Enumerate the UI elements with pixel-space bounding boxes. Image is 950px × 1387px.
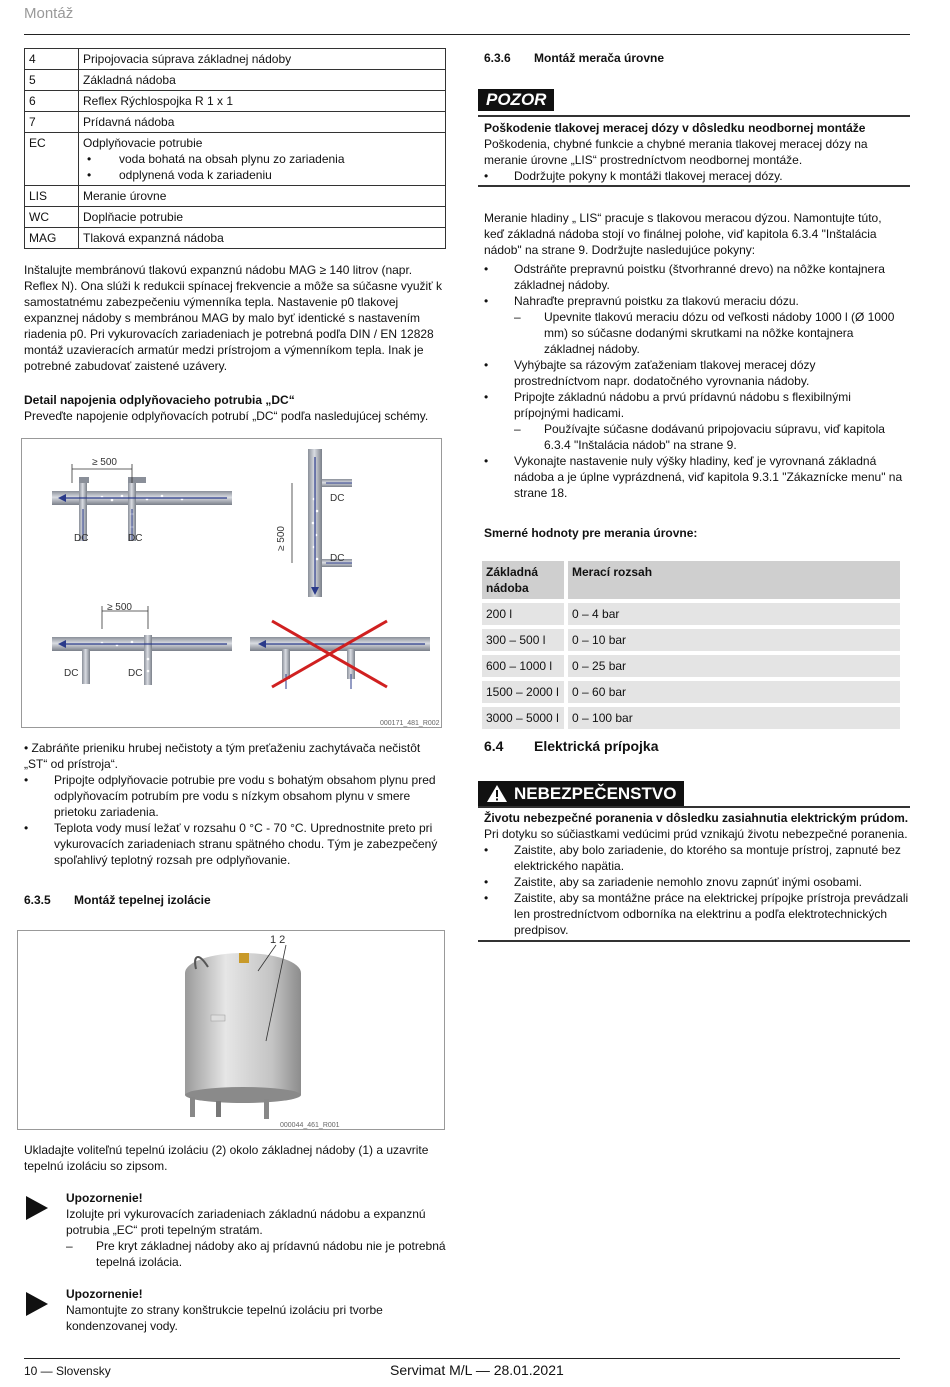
table-cell: 200 l [482,603,568,625]
table-cell: 0 – 100 bar [568,707,900,729]
pozor-badge: POZOR [478,89,554,111]
bullet-mark: • [484,169,489,183]
dc-connection-figure [21,438,442,728]
legend-value [79,133,446,186]
warning-heading: Poškodenie tlakovej meracej dózy v dôsledku neodbornej montáže [484,121,866,135]
table-row [482,655,900,677]
list-item [24,740,444,772]
lis-intro: Meranie hladiny „ LIS“ pracuje s tlakovou meracou dýzou. Namontujte túto, keď základná nádoba stojí vo finálnej polohe, viď kapitola 6.3.4 "Inštalácia nádob" na strane 9. Dodržujte nasledujúce pokyny: [484,211,882,257]
page-header-title: Montáž [24,5,74,22]
dc-bullet-list [24,740,444,868]
section-6-3-6-heading [484,50,664,66]
table-header-row [482,561,900,599]
footer-rule [24,1358,900,1359]
bullet-mark: • [484,358,489,372]
mag-intro-paragraph: Inštalujte membránovú tlakovú expanznú nádobu MAG ≥ 140 litrov (napr. Reflex N). Ona slúži k redukcii spínacej frekvencie a môže sa súčasne využiť k samostatnému zabezpečeniu výmenníka tepla. Nastavenie p0 tlakovej expanznej nádoby s membránou MAG by malo byť identické s nastavením riadenia p0. Pri vykurovacích zariadeniach je potrebná podľa DIN / EN 12828 montáž uzavieracích armatúr medzi prístrojom a výmenníkom tepla. Inak je potrebné zabudovať zaistené uzávery. [24,263,443,373]
bullet-mark: • [484,454,489,468]
dash-mark: – [514,310,521,324]
list-item [24,772,444,820]
bullet-text: Teplota vody musí ležať v rozsahu 0 °C - 70 °C. Uprednostnite preto pri vykurovacích zariadeniach stranu spätného chodu. Tým je zabezpečený spoľahlivý teplotný rozsah pre odplyňovanie. [54,821,438,867]
list-item [484,261,904,293]
dash-mark: – [514,422,521,436]
list-item [484,389,904,421]
danger-block [484,810,910,938]
table-row [482,603,900,625]
legend-key: 5 [25,70,79,91]
note-block [66,1190,446,1270]
note-block [66,1286,446,1334]
figure-code: 000171_481_R002 [380,720,440,727]
bullet-text: Zaistite, aby sa montážne práce na elektrickej prípojke prístroja prevádzali len prostredníctvom odborníka na elektrinu a podľa elektrotechnických predpisov. [514,891,909,937]
bullet-text: Dodržujte pokyny k montáži tlakovej meracej dózy. [514,169,783,183]
footer-page: 10 — Slovensky [24,1364,111,1378]
scheme-bottom-right-wrong [250,621,430,689]
column-header: Základná nádoba [482,561,568,599]
subitem-text: Používajte súčasne dodávanú pripojovaciu súpravu, viď kapitola 6.3.4 "Inštalácia nádob" na strane 9. [544,422,885,452]
dc-label: DC [128,533,143,544]
scheme-bottom-left [52,602,232,685]
bullet-mark: • [484,294,489,308]
danger-heading: Životu nebezpečné poranenia v dôsledku zasiahnutia elektrickým prúdom. [484,811,909,825]
scheme-top-right [276,449,352,597]
section-number: 6.3.6 [484,51,511,65]
table-cell: 1500 – 2000 l [482,681,568,703]
bullet-mark: • [24,741,29,755]
table-row [482,681,900,703]
table-row [25,49,446,70]
danger-bottom-rule [478,940,910,942]
table-row [482,629,900,651]
list-subitem [484,421,904,453]
list-item [484,874,910,890]
warning-top-rule [478,115,910,117]
insulation-text: Ukladajte voliteľnú tepelnú izoláciu (2) okolo základnej nádoby (1) a uzavrite tepelnú izoláciu so zipsom. [24,1143,429,1173]
bullet-text: Vykonajte nastavenie nuly výšky hladiny, keď je vyrovnaná základná nádoba a je úplne vyprázdnená, viď kapitola 9.3.1 "Zákaznícke menu" na strane 18. [514,454,903,500]
legend-key: WC [25,207,79,228]
bullet-mark: • [484,262,489,276]
table-row [25,186,446,207]
column-header: Merací rozsah [568,561,900,599]
table-heading: Smerné hodnoty pre merania úrovne: [484,526,698,540]
bullet-text: Zaistite, aby bolo zariadenie, do ktorého sa montuje prístroj, zapnuté bez elektrického napätia. [514,843,901,873]
legend-value: Tlaková expanzná nádoba [79,228,446,249]
dim-label: ≥ 500 [107,602,132,613]
table-cell: 300 – 500 l [482,629,568,651]
legend-value: Meranie úrovne [79,186,446,207]
legend-subitem-text: voda bohatá na obsah plynu zo zariadenia [119,152,345,166]
list-item [24,820,444,868]
legend-subitem: • odplynená voda k zariadeniu [87,168,272,182]
section-number: 6.4 [484,738,504,754]
legend-table [24,48,446,249]
legend-value-main: Odplyňovacie potrubie [83,136,203,150]
legend-value: Prídavná nádoba [79,112,446,133]
dim-label: ≥ 500 [276,526,287,551]
table-cell: 0 – 60 bar [568,681,900,703]
lis-instruction-list [484,261,904,501]
note-text: Izolujte pri vykurovacích zariadeniach základnú nádobu a expanznú potrubia „EC“ proti tepelným stratám. [66,1207,426,1237]
section-6-3-5-heading [24,892,211,908]
bullet-text: Odstráňte prepravnú poistku (štvorhranné drevo) na nôžke kontajnera základnej nádoby. [514,262,885,292]
dc-label: DC [64,668,79,679]
warning-text: Poškodenia, chybné funkcie a chybné merania tlakovej meracej dózy na meranie úrovne „LIS“ prostredníctvom neodbornej montáže. [484,137,868,167]
note-title: Upozornenie! [66,1191,143,1205]
legend-key: LIS [25,186,79,207]
list-item [484,453,904,501]
bullet-text: Pripojte odplyňovacie potrubie pre vodu s bohatým obsahom plynu pred odplyňovacím potrubím pre vodu s nízkym obsahom plynu v smere prietoku zariadenia. [54,773,436,819]
table-cell: 0 – 10 bar [568,629,900,651]
warning-triangle-icon [486,784,508,803]
warning-bottom-rule [478,185,910,187]
bullet-text: Pripojte základnú nádobu a prvú prídavnú nádobu s flexibilnými prípojnými hadicami. [514,390,851,420]
note-subitem-text: Pre kryt základnej nádoby ako aj prídavnú nádobu nie je potrebná tepelná izolácia. [96,1239,446,1269]
table-cell: 0 – 25 bar [568,655,900,677]
bullet-mark: • [24,773,29,787]
bullet-text: Nahraďte prepravnú poistku za tlakovú meraciu dózu. [514,294,799,308]
figure-code: 000044_461_R001 [280,1122,340,1129]
detail-text: Preveďte napojenie odplyňovacích potrubí „DC“ podľa nasledujúcej schémy. [24,409,429,423]
footer-doc: Servimat M/L — 28.01.2021 [390,1362,564,1378]
legend-value: Doplňacie potrubie [79,207,446,228]
legend-subitem: • voda bohatá na obsah plynu zo zariadenia [87,152,345,166]
legend-value: Pripojovacia súprava základnej nádoby [79,49,446,70]
legend-key: EC [25,133,79,186]
insulation-figure [17,930,445,1130]
section-number: 6.3.5 [24,893,51,907]
danger-label: NEBEZPEČENSTVO [514,783,677,803]
bullet-mark: • [24,821,29,835]
figure-callout-labels: 1 2 [270,934,286,946]
legend-key: 7 [25,112,79,133]
dim-label: ≥ 500 [92,457,117,468]
table-cell: 0 – 4 bar [568,603,900,625]
table-row [25,112,446,133]
detail-heading: Detail napojenia odplyňovacieho potrubia „DC“ [24,393,295,407]
table-row [25,70,446,91]
list-item [484,168,910,184]
table-row [25,207,446,228]
section-title: Montáž tepelnej izolácie [74,893,211,907]
dc-label: DC [128,668,143,679]
list-item [484,357,904,389]
dc-label: DC [330,553,345,564]
subitem-text: Upevnite tlakovú meraciu dózu od veľkosti nádoby 1000 l (Ø 1000 mm) so súčasne dodanými skrutkami na nôžke kontajnera základnej nádoby. [544,310,895,356]
dc-label: DC [74,533,89,544]
bullet-text: Zaistite, aby sa zariadenie nemohlo znovu zapnúť inými osobami. [514,875,863,889]
danger-top-rule [478,806,910,808]
list-item [484,842,910,874]
table-row [482,707,900,729]
danger-badge [478,781,684,806]
list-item [484,890,910,938]
table-row [25,91,446,112]
table-cell: 600 – 1000 l [482,655,568,677]
list-subitem [484,309,904,357]
note-arrow-icon [26,1292,48,1316]
danger-text: Pri dotyku so súčiastkami vedúcimi prúd vznikajú životu nebezpečné poranenia. [484,827,908,841]
legend-subitem-text: odplynená voda k zariadeniu [119,168,272,182]
legend-value: Základná nádoba [79,70,446,91]
table-row [25,228,446,249]
section-title: Montáž merača úrovne [534,51,665,65]
legend-value: Reflex Rýchlospojka R 1 x 1 [79,91,446,112]
dc-label: DC [330,493,345,504]
scheme-top-left [52,457,232,544]
legend-key: MAG [25,228,79,249]
bullet-mark: • [484,875,489,889]
note-text: Namontujte zo strany konštrukcie tepelnú izoláciu pri tvorbe kondenzovanej vody. [66,1303,383,1333]
measurement-table [482,557,900,733]
list-item [484,293,904,309]
section-title: Elektrická prípojka [534,738,659,754]
note-arrow-icon [26,1196,48,1220]
bullet-text: Zabráňte prieniku hrubej nečistoty a tým preťaženiu zachytávača nečistôt „ST“ od prístroja“. [24,741,421,771]
bullet-mark: • [484,891,489,905]
table-row [25,133,446,186]
bullet-mark: • [484,843,489,857]
pozor-block [484,120,910,184]
bullet-text: Vyhýbajte sa rázovým zaťaženiam tlakovej meracej dózy prostredníctvom napr. dodatočného vyrovnania nádoby. [514,358,816,388]
header-rule [24,34,910,35]
legend-key: 4 [25,49,79,70]
table-cell: 3000 – 5000 l [482,707,568,729]
note-subitem [66,1238,446,1270]
legend-key: 6 [25,91,79,112]
dash-mark: – [66,1239,73,1253]
note-title: Upozornenie! [66,1287,143,1301]
bullet-mark: • [484,390,489,404]
section-6-4-heading [484,738,659,754]
